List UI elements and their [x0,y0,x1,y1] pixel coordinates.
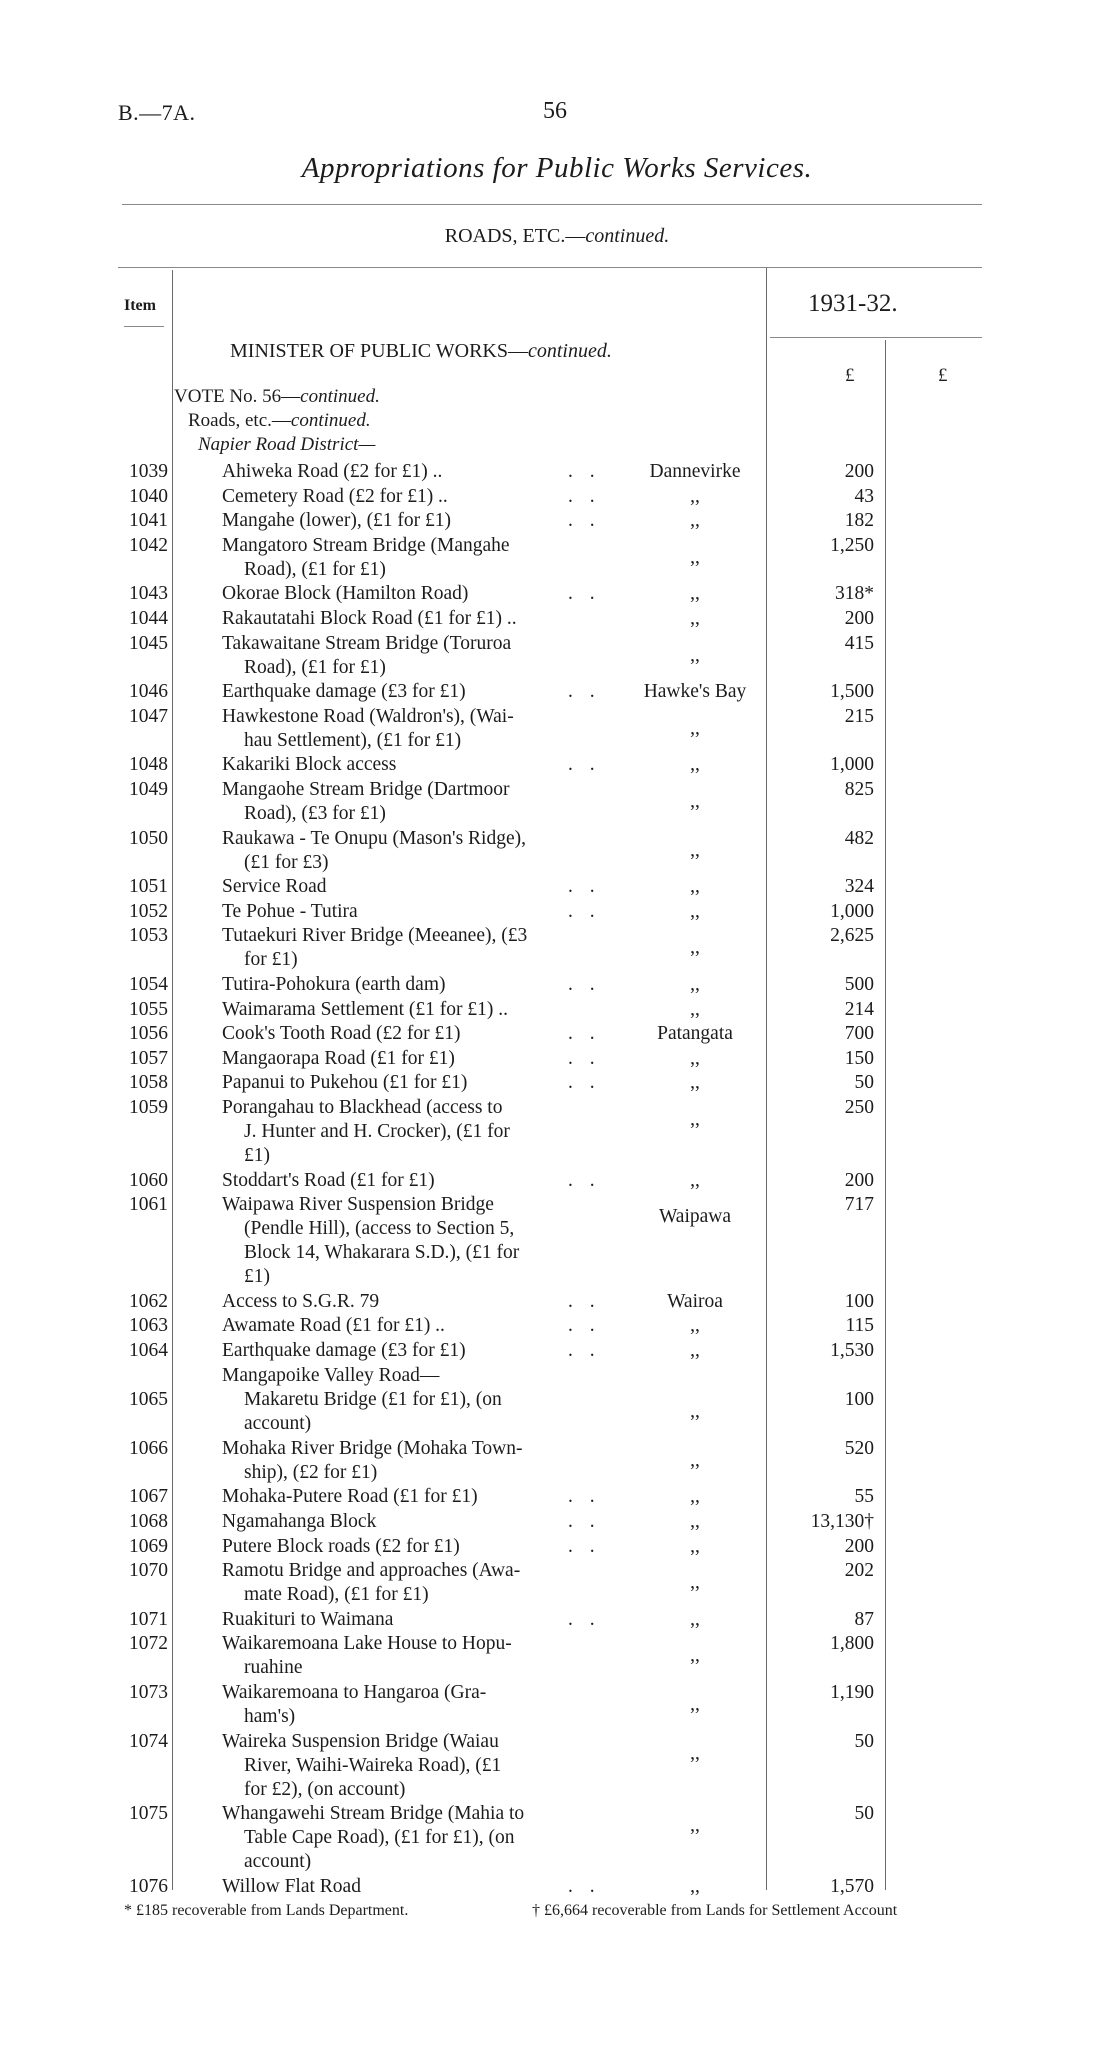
amount: 1,800 [830,1633,874,1655]
table-row [0,1193,1114,1288]
electoral-district: ,, [690,1608,700,1630]
item-description-continued: ship), (£2 for £1) [244,1461,378,1483]
document-reference: B.—7A. [118,100,196,125]
subtitle-main: ROADS, ETC.— [444,225,586,247]
amount: 100 [844,1389,874,1411]
amount: 324 [844,876,874,898]
table-row [0,607,1114,631]
table-row [0,900,1114,924]
item-number: 1063 [129,1315,168,1337]
item-description-continued: £1) [244,1266,270,1288]
table-row [0,1169,1114,1193]
electoral-district: ,, [690,1535,700,1557]
dot-leader: . . [568,681,601,703]
dot-leader: . . [568,1169,601,1191]
footnote-lands-department: * £185 recoverable from Lands Department. [124,1902,409,1919]
item-description-continued: Road), (£3 for £1) [244,803,386,824]
footnote-lands-settlement: † £6,664 recoverable from Lands for Settlement Account [532,1902,898,1919]
item-number: 1042 [129,534,168,556]
vote-continued: continued. [300,386,380,407]
table-row [0,1022,1114,1046]
item-description: Makaretu Bridge (£1 for £1), (on [244,1389,502,1411]
item-description: Willow Flat Road [222,1875,361,1897]
amount: 1,190 [830,1682,874,1703]
electoral-district: ,, [690,937,700,959]
item-description: Rakautatahi Block Road (£1 for £1) .. [222,608,517,629]
roads-heading [188,410,371,432]
dot-leader: . . [568,1340,601,1361]
item-description: Cook's Tooth Road (£2 for £1) [222,1023,461,1045]
item-number: 1041 [129,510,168,532]
amount: 202 [844,1560,874,1582]
amount: 318* [835,583,874,605]
amount: 50 [854,1730,874,1752]
item-description-continued: £1) [244,1145,270,1166]
electoral-district: ,, [690,900,700,922]
item-description: Porangahau to Blackhead (access to [222,1097,503,1118]
item-description: Waireka Suspension Bridge (Waiau [222,1730,499,1752]
amount: 717 [844,1194,874,1216]
item-number: 1060 [129,1169,168,1191]
table-row [0,1364,1114,1388]
table-row [0,973,1114,997]
dot-leader: . . [568,485,601,507]
year-column-header: 1931-32. [808,290,898,317]
item-number: 1061 [129,1194,168,1216]
table-row [0,632,1114,678]
item-description: Cemetery Road (£2 for £1) .. [222,485,448,507]
item-description: Putere Block roads (£2 for £1) [222,1535,460,1557]
item-description: Waikaremoana to Hangaroa (Gra- [222,1682,487,1703]
item-description: Waimarama Settlement (£1 for £1) .. [222,998,508,1020]
table-top-rule [118,267,982,268]
dot-leader: . . [568,583,601,605]
table-row [0,680,1114,704]
dot-leader: . . [568,1535,601,1557]
item-number: 1039 [129,461,168,482]
table-row [0,1632,1114,1679]
electoral-district: Waipawa [658,1206,732,1228]
dot-leader: . . [568,1023,601,1045]
item-number: 1040 [129,485,168,507]
item-description: Okorae Block (Hamilton Road) [222,583,469,605]
electoral-district: ,, [690,1694,700,1715]
table-row [0,534,1114,580]
item-number: 1050 [129,827,168,849]
table-row [0,1730,1114,1800]
item-description: Mangatoro Stream Bridge (Mangahe [222,534,510,556]
amount: 100 [844,1290,874,1312]
table-row [0,1047,1114,1071]
item-column-header: Item [124,297,156,314]
district-heading [198,434,375,456]
amount: 200 [844,1169,874,1191]
electoral-district: ,, [690,1486,700,1508]
dot-leader: . . [568,1047,601,1069]
table-row [0,753,1114,777]
item-description-continued: River, Waihi-Waireka Road), (£1 [244,1754,502,1776]
item-number: 1071 [129,1608,168,1630]
dot-leader: . . [568,1290,601,1312]
item-description-continued: Block 14, Whakarara S.D.), (£1 for [244,1242,520,1264]
dot-leader: . . [568,1511,601,1532]
amount: 500 [844,974,874,995]
item-description-continued: J. Hunter and H. Crocker), (£1 for [244,1121,510,1142]
item-description: Mohaka-Putere Road (£1 for £1) [222,1486,478,1508]
amount: 250 [844,1097,874,1118]
item-description: Ngamahanga Block [222,1511,377,1532]
amount: 50 [854,1803,874,1825]
item-description: Mohaka River Bridge (Mohaka Town- [222,1437,523,1459]
table-row [0,1608,1114,1632]
electoral-district: ,, [690,754,700,776]
amount: 13,130† [810,1511,874,1532]
item-description: Ruakituri to Waimana [222,1608,394,1630]
item-number: 1045 [129,632,168,654]
electoral-district: ,, [690,546,700,568]
electoral-district: ,, [690,1572,700,1594]
electoral-district: Hawke's Bay [643,681,747,703]
item-number: 1072 [129,1633,168,1655]
item-number: 1066 [129,1437,168,1459]
electoral-district: ,, [690,608,700,629]
table-row [0,1802,1114,1873]
district-label: Napier Road District— [198,434,376,455]
item-header-underline [124,326,164,327]
electoral-district: ,, [690,1645,700,1667]
table-row [0,1875,1114,1899]
table-row [0,778,1114,824]
amount: 43 [854,485,874,507]
dot-leader: . . [568,510,601,532]
item-number: 1067 [129,1486,168,1508]
item-number: 1056 [129,1023,168,1045]
item-description: Hawkestone Road (Waldron's), (Wai- [222,705,514,727]
amount: 700 [844,1023,874,1045]
vote-main: VOTE No. 56— [174,386,301,407]
dot-leader: . . [568,1608,601,1630]
item-description: Ramotu Bridge and approaches (Awa- [222,1560,521,1582]
item-description: Awamate Road (£1 for £1) .. [222,1315,445,1337]
title-rule [122,204,982,205]
table-row [0,924,1114,971]
item-number: 1068 [129,1511,168,1532]
item-description-continued: mate Road), (£1 for £1) [244,1584,429,1606]
table-row [0,1485,1114,1509]
table-row [0,1437,1114,1483]
table-row [0,1510,1114,1534]
amount: 482 [844,827,874,849]
item-description: Papanui to Pukehou (£1 for £1) [222,1072,468,1094]
item-number: 1055 [129,998,168,1020]
item-number: 1062 [129,1290,168,1312]
amount: 520 [844,1437,874,1459]
item-number: 1053 [129,925,168,947]
roads-main: Roads, etc.— [188,410,291,431]
year-header-rule [770,337,982,338]
amount: 200 [844,461,874,482]
minister-heading [230,340,612,363]
item-number: 1051 [129,876,168,898]
table-row [0,705,1114,751]
electoral-district: ,, [690,1072,700,1094]
item-description: Stoddart's Road (£1 for £1) [222,1169,435,1191]
electoral-district: ,, [690,791,700,812]
item-description: Waikaremoana Lake House to Hopu- [222,1633,512,1655]
electoral-district: ,, [690,644,700,666]
item-description: Earthquake damage (£3 for £1) [222,681,466,703]
item-number: 1076 [129,1875,168,1897]
item-description-continued: Table Cape Road), (£1 for £1), (on [244,1827,515,1849]
item-number: 1073 [129,1682,168,1703]
roads-continued: continued. [290,410,371,431]
item-description: Takawaitane Stream Bridge (Toruroa [222,632,512,654]
item-description-continued: ham's) [244,1706,296,1727]
amount: 2,625 [830,925,874,947]
amount: 1,250 [830,534,874,556]
dot-leader: . . [568,1315,601,1337]
electoral-district: ,, [690,1315,700,1337]
item-number: 1057 [129,1047,168,1069]
electoral-district: ,, [690,1511,700,1532]
item-description-continued: hau Settlement), (£1 for £1) [244,729,462,751]
electoral-district: ,, [690,998,700,1020]
dot-leader: . . [568,974,601,995]
amount: 50 [854,1072,874,1094]
amount: 1,000 [830,900,874,922]
item-description: Access to S.G.R. 79 [222,1290,380,1312]
electoral-district: Patangata [657,1023,733,1045]
amount: 200 [844,1535,874,1557]
currency-header-1: £ [845,365,855,386]
electoral-district: ,, [690,485,700,507]
section-subtitle [0,225,1114,248]
item-description: Earthquake damage (£3 for £1) [222,1340,466,1361]
item-description: Tutaekuri River Bridge (Meeanee), (£3 [222,925,528,947]
amount: 1,000 [830,754,874,776]
item-description-continued: for £2), (on account) [244,1778,406,1800]
item-description-continued: ruahine [244,1657,303,1679]
amount: 415 [844,632,874,654]
item-number: 1054 [129,974,168,995]
dot-leader: . . [568,754,601,776]
vote-heading [174,386,380,408]
table-row [0,460,1114,484]
item-description: Mangaorapa Road (£1 for £1) [222,1047,455,1069]
table-row [0,1096,1114,1166]
page-title: Appropriations for Public Works Services. [301,152,813,184]
item-description: Mangahe (lower), (£1 for £1) [222,510,452,532]
minister-main: MINISTER OF PUBLIC WORKS— [230,340,528,362]
dot-leader: . . [568,461,601,482]
amount: 150 [844,1047,874,1069]
item-number: 1049 [129,779,168,800]
item-description: Te Pohue - Tutira [222,900,358,922]
item-description-continued: account) [244,1851,312,1873]
item-number: 1044 [129,608,168,629]
item-description-continued: Road), (£1 for £1) [244,656,386,678]
item-number: 1065 [129,1389,168,1411]
item-description: Tutira-Pohokura (earth dam) [222,974,446,995]
subtitle-continued: continued. [585,225,670,247]
electoral-district: ,, [690,510,700,532]
item-description: Mangaohe Stream Bridge (Dartmoor [222,779,510,800]
electoral-district: ,, [690,1875,700,1897]
item-description-continued: Road), (£1 for £1) [244,558,386,580]
table-row [0,1339,1114,1363]
table-row [0,1559,1114,1606]
table-row [0,875,1114,899]
item-number: 1046 [129,681,168,703]
amount: 55 [854,1486,874,1508]
item-description-continued: (Pendle Hill), (access to Section 5, [244,1218,515,1240]
item-description: Mangapoike Valley Road— [222,1364,440,1386]
electoral-district: ,, [690,876,700,898]
item-number: 1047 [129,705,168,727]
table-row [0,1388,1114,1435]
table-row [0,509,1114,533]
table-row [0,485,1114,509]
electoral-district: ,, [690,839,700,861]
table-row [0,1071,1114,1095]
item-description: Service Road [222,876,327,898]
table-row [0,1290,1114,1314]
item-number: 1075 [129,1803,168,1825]
item-number: 1059 [129,1097,168,1118]
electoral-district: ,, [690,974,700,995]
table-row [0,827,1114,873]
electoral-district: Wairoa [667,1290,723,1312]
dot-leader: . . [568,1072,601,1094]
electoral-district: Dannevirke [649,461,741,482]
item-description: Raukawa - Te Onupu (Mason's Ridge), [222,827,526,849]
electoral-district: ,, [690,1815,700,1837]
dot-leader: . . [568,1486,601,1508]
electoral-district: ,, [690,1742,700,1764]
amount: 1,500 [830,681,874,703]
minister-continued: continued. [528,340,612,362]
dot-leader: . . [568,876,601,898]
page-number: 56 [543,98,567,124]
amount: 215 [844,705,874,727]
item-number: 1052 [129,900,168,922]
item-description: Ahiweka Road (£2 for £1) .. [222,461,443,482]
item-description-continued: for £1) [244,949,298,971]
amount: 115 [845,1315,874,1337]
item-number: 1064 [129,1340,168,1361]
amount: 1,570 [830,1875,874,1897]
table-row [0,582,1114,606]
currency-header-2: £ [938,365,948,386]
table-row [0,1314,1114,1338]
electoral-district: ,, [690,1340,700,1361]
item-number: 1058 [129,1072,168,1094]
amount: 87 [854,1608,874,1630]
electoral-district: ,, [690,1449,700,1471]
amount: 182 [844,510,874,532]
electoral-district: ,, [690,717,700,739]
electoral-district: ,, [690,1047,700,1069]
table-row [0,1535,1114,1559]
item-number: 1069 [129,1535,168,1557]
electoral-district: ,, [690,1109,700,1130]
electoral-district: ,, [690,583,700,605]
table-row [0,1681,1114,1727]
item-description: Whangawehi Stream Bridge (Mahia to [222,1803,525,1825]
item-description: Kakariki Block access [222,754,397,776]
dot-leader: . . [568,1875,601,1897]
table-row [0,998,1114,1022]
amount: 1,530 [830,1340,874,1361]
item-description-continued: (£1 for £3) [244,851,329,873]
item-description-continued: account) [244,1413,312,1435]
item-number: 1043 [129,583,168,605]
item-number: 1070 [129,1560,168,1582]
dot-leader: . . [568,900,601,922]
amount: 200 [844,608,874,629]
amount: 825 [844,779,874,800]
electoral-district: ,, [690,1401,700,1423]
item-number: 1048 [129,754,168,776]
amount: 214 [844,998,874,1020]
electoral-district: ,, [690,1169,700,1191]
item-description: Waipawa River Suspension Bridge [222,1194,494,1216]
item-number: 1074 [129,1730,168,1752]
